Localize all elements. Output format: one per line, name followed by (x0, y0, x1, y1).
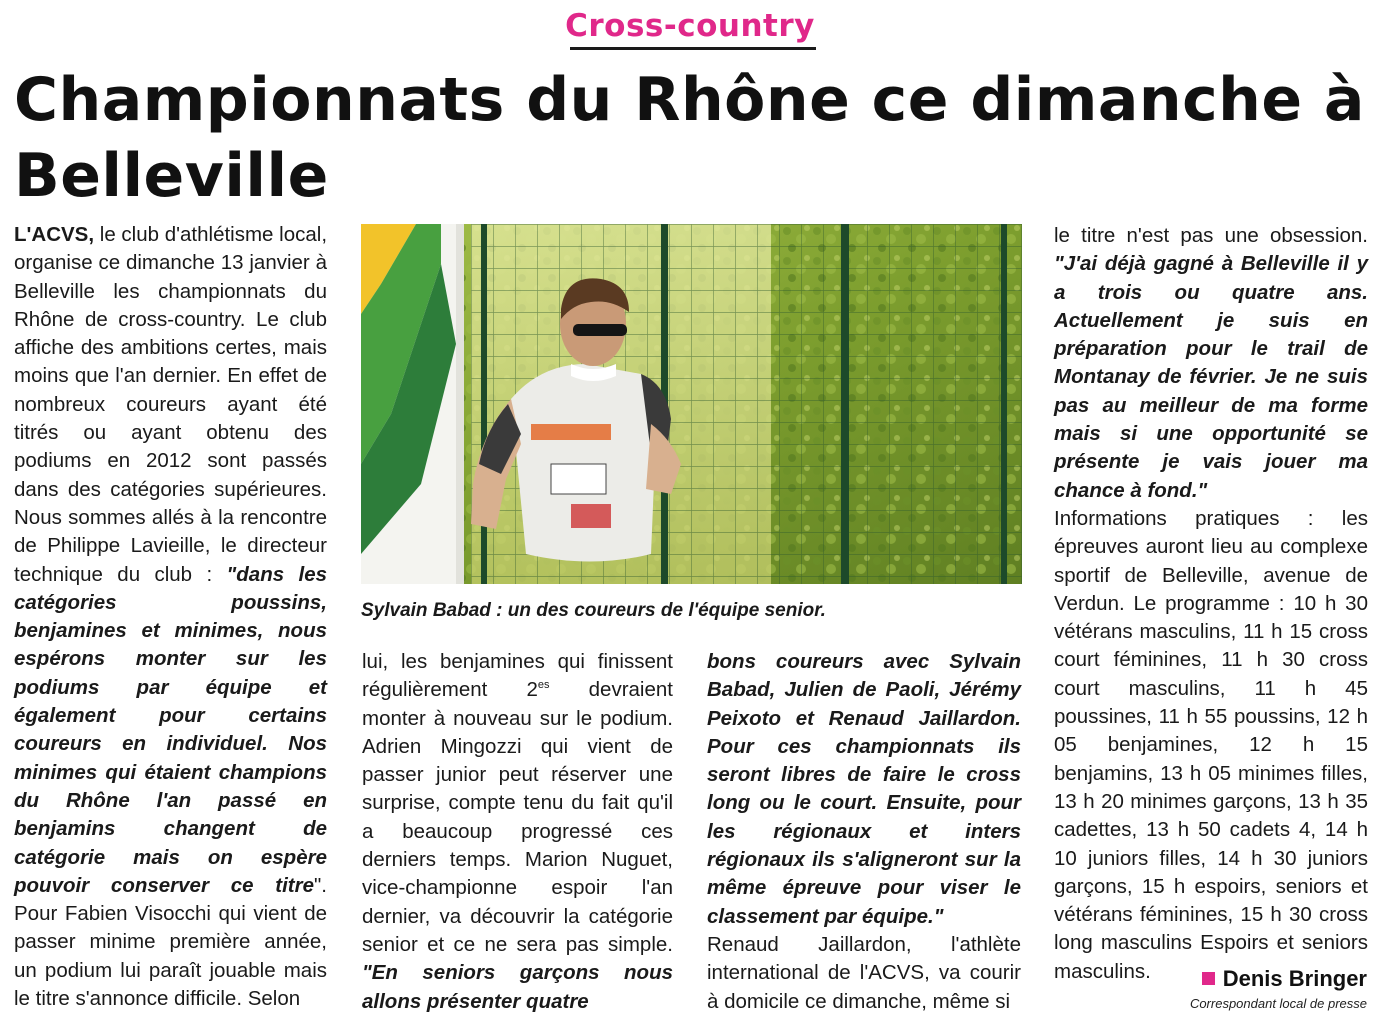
col2-text-1: lui, les benjamines qui finissent régulièrement 2 (362, 650, 673, 702)
headline: Championnats du Rhône ce dimanche à Belleville (14, 65, 1365, 211)
author-square-icon (1202, 972, 1215, 985)
author-signature (1202, 966, 1367, 992)
article-column-3 (707, 648, 1021, 1016)
col2-quote-1: "En seniors garçons nous allons présenter quatre (362, 961, 673, 1013)
section-kicker: Cross-country (565, 8, 815, 44)
col3-text-1: Renaud Jaillardon, l'athlète international de l'ACVS, va courir à domicile ce dimanche, même si (707, 932, 1021, 1013)
col1-quote-1: "dans les catégories poussins, benjamines et minimes, nous espérons monter sur les podiums par équipe et également pour certains coureurs en individuel. Nos minimes qui étaient champions du Rhône l'an passé en benjamins changent de catégorie mais on espère pouvoir conserver ce titre (14, 562, 327, 897)
runner-photo (361, 224, 1022, 584)
photo-caption: Sylvain Babad : un des coureurs de l'équipe senior. (361, 600, 826, 621)
lead-word: L'ACVS, (14, 223, 95, 246)
col2-superscript: es (537, 679, 550, 692)
col4-quote-1: "J'ai déjà gagné à Belleville il y a trois ou quatre ans. Actuellement je suis en préparation pour le trail de Montanay de février. Je ne suis pas au meilleur de ma forme mais si une opportunité se présente je vais jouer ma chance à fond." (1054, 252, 1368, 502)
col4-text-1: le titre n'est pas une obsession. (1054, 224, 1368, 247)
col2-text-2: devraient monter à nouveau sur le podium. Adrien Mingozzi qui vient de passer junior peut réserver une surprise, compte tenu du fait qu'il a beaucoup progressé ces derniers temps. Marion Nuguet, vice-championne espoir l'an dernier, va découvrir la catégorie senior et ce ne sera pas simple. (362, 678, 673, 956)
article-column-2 (362, 648, 673, 1016)
runner-photo-illustration (361, 224, 1022, 584)
article-column-1 (14, 221, 327, 1013)
article-column-4 (1054, 222, 1368, 986)
col3-quote-1: bons coureurs avec Sylvain Babad, Julien de Paoli, Jérémy Peixoto et Renaud Jaillardon. Pour ces championnats ils seront libres de faire le cross long ou le court. Ensuite, pour les régionaux et inters régionaux ils s'aligneront sur la même épreuve pour viser le classement par équipe." (707, 650, 1021, 928)
author-role: Correspondant local de presse (1189, 996, 1367, 1011)
col4-text-2: Informations pratiques : les épreuves auront lieu au complexe sportif de Belleville, avenue de Verdun. Le programme : 10 h 30 vétérans masculins, 11 h 15 cross court féminines, 11 h 30 cross court masculins, 11 h 45 poussines, 11 h 55 poussins, 12 h 05 benjamines, 12 h 15 benjamins, 13 h 05 minimes filles, 13 h 20 minimes garçons, 13 h 35 cadettes, 13 h 50 cadets 4, 14 h 10 juniors filles, 14 h 30 juniors garçons, 15 h espoirs, seniors et vétérans féminines, 15 h 30 cross long masculins Espoirs et seniors masculins. (1054, 506, 1368, 983)
col1-text-1: le club d'athlétisme local, organise ce dimanche 13 janvier à Belleville les championnats du Rhône de cross-country. Le club affiche des ambitions certes, mais moins que l'an dernier. En effet de nombreux coureurs ayant été titrés ou ayant obtenu des podiums en 2012 sont passés dans des catégories supérieures. Nous sommes allés à la rencontre de Philippe Lavieille, le directeur technique du club : (14, 223, 328, 586)
kicker-underline (570, 47, 816, 50)
col1-text-2: ". Pour Fabien Visocchi qui vient de passer minime première année, un podium lui paraît jouable mais le titre s'annonce difficile. Selon (14, 873, 327, 1011)
author-name: Denis Bringer (1222, 966, 1367, 991)
